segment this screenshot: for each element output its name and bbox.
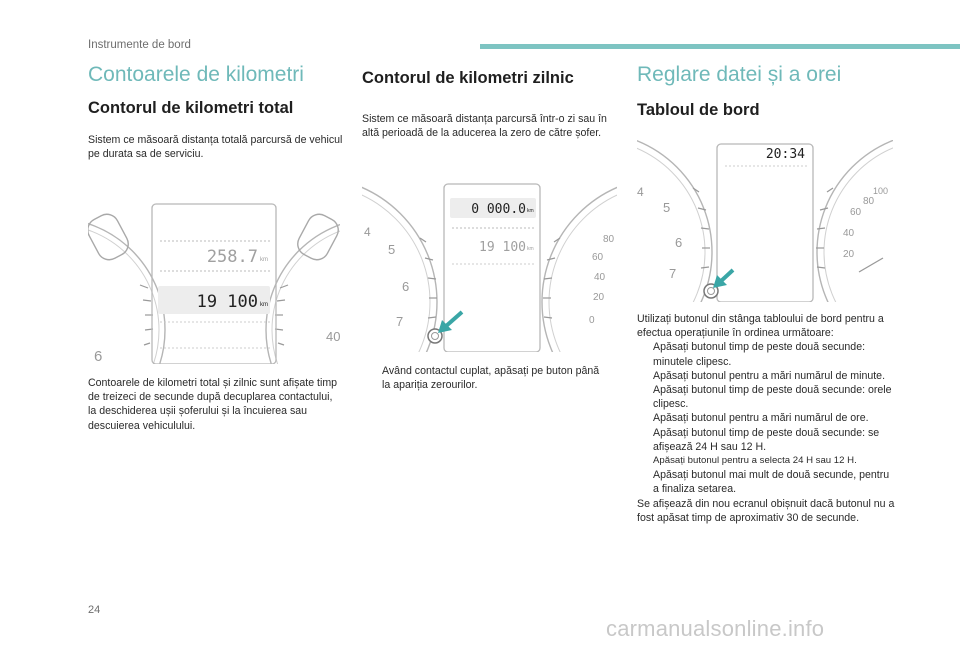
left-gauge: [88, 210, 165, 364]
page-title: Contoarele de kilometri: [88, 63, 304, 86]
intro-trip: Sistem ce măsoară distanța parcursă într-o zi sau în altă perioadă de la aducerea la zero de către șofer.: [362, 113, 607, 140]
subtitle-total: Contorul de kilometri total: [88, 99, 294, 117]
trip-display: [444, 184, 540, 352]
column-trip-odometer: [362, 62, 612, 140]
left-gauge-number: 6: [402, 279, 410, 294]
title-trip: Contorul de kilometri zilnic: [362, 69, 574, 87]
figure-dashboard-odometer: [88, 200, 340, 364]
right-gauge: [266, 210, 340, 364]
right-gauge-number: 80: [863, 196, 875, 207]
right-gauge: [542, 180, 617, 352]
total-odometer-value: 19 100: [196, 292, 258, 312]
left-gauge-number: 4: [364, 225, 371, 239]
right-gauge-number: 0: [589, 315, 595, 326]
outro-datetime: Se afișează din nou ecranul obișnuit dacă butonul nu a fost apăsat timp de aproximativ 30 de secunde.: [637, 497, 895, 524]
total-odometer-value: 19 100: [479, 240, 526, 255]
left-gauge-number: 4: [637, 185, 644, 199]
pointer-arrow-icon: [713, 270, 733, 288]
datetime-instructions: [637, 312, 895, 525]
right-gauge-number: 20: [843, 249, 855, 260]
right-gauge-number: 40: [326, 329, 340, 344]
step-item: Apăsați butonul timp de peste două secunde: minutele clipesc.: [653, 341, 866, 368]
left-gauge-number: 6: [675, 235, 683, 250]
odometer-note: Contoarele de kilometri total și zilnic sunt afișate timp de treizeci de secunde după decuplarea contactului, la deschiderea ușii șoferului și la încuierea sau descuierea vehiculului.: [88, 377, 338, 432]
step-item: Apăsați butonul timp de peste două secunde: se afișează 24 H sau 12 H.: [653, 426, 880, 453]
right-gauge-number: 100: [873, 186, 889, 196]
right-gauge-number: 80: [603, 234, 615, 245]
step-item: Apăsați butonul pentru a selecta 24 H sau 12 H.: [653, 455, 857, 467]
page-number: 24: [88, 604, 101, 616]
left-gauge-number: 7: [396, 314, 404, 329]
step-item: Apăsați butonul pentru a mări numărul de minute.: [653, 369, 886, 382]
step-item: Apăsați butonul pentru a mări numărul de ore.: [653, 412, 869, 425]
right-gauge-number: 20: [593, 292, 605, 303]
clock-display: [717, 144, 813, 302]
pointer-arrow-icon: [438, 312, 462, 333]
trip-reset-value: 0 000.0: [471, 202, 526, 217]
step-item: Apăsați butonul timp de peste două secunde: orele clipesc.: [653, 384, 892, 411]
watermark-text: carmanualsonline.info: [606, 616, 825, 641]
trip-steps: [366, 364, 606, 392]
left-gauge: [362, 180, 437, 352]
left-gauge-number: 7: [669, 266, 677, 281]
right-gauge-number: 60: [850, 207, 862, 218]
total-unit: km: [260, 302, 268, 308]
column-odometer-total: [88, 62, 343, 161]
column-date-time: [637, 62, 897, 121]
datetime-steps: [637, 340, 895, 496]
left-gauge: [637, 140, 712, 302]
intro-total: Sistem ce măsoară distanța totală parcursă de vehicul pe durata sa de serviciu.: [88, 134, 343, 161]
left-gauge-number: 6: [94, 348, 103, 364]
right-gauge-number: 40: [594, 272, 606, 283]
total-unit: km: [527, 246, 534, 252]
trip-unit: km: [260, 257, 268, 263]
clock-value: 20:34: [765, 147, 805, 162]
subtitle-dashboard: Tabloul de bord: [637, 101, 760, 119]
right-gauge-number: 60: [592, 252, 604, 263]
figure-trip-reset: [362, 180, 617, 352]
right-gauge-number: 40: [843, 228, 855, 239]
odometer-display: [152, 204, 276, 364]
intro-datetime: Utilizați butonul din stânga tabloului de bord pentru a efectua operațiunile în ordinea următoare:: [637, 313, 884, 340]
step-item: Apăsați butonul mai mult de două secunde, pentru a finaliza setarea.: [653, 469, 890, 496]
left-gauge-number: 5: [663, 200, 671, 215]
trip-odometer-value: 258.7: [206, 247, 258, 267]
figure-clock-setting: [637, 140, 893, 302]
section-label: Instrumente de bord: [88, 39, 191, 51]
trip-unit: km: [527, 208, 534, 214]
title-datetime: Reglare datei și a orei: [637, 63, 842, 86]
step-item: Având contactul cuplat, apăsați pe buton până la apariția zerourilor.: [382, 365, 600, 392]
right-gauge: [816, 140, 893, 302]
left-gauge-number: 5: [388, 242, 396, 257]
header-accent-bar: [480, 44, 960, 49]
